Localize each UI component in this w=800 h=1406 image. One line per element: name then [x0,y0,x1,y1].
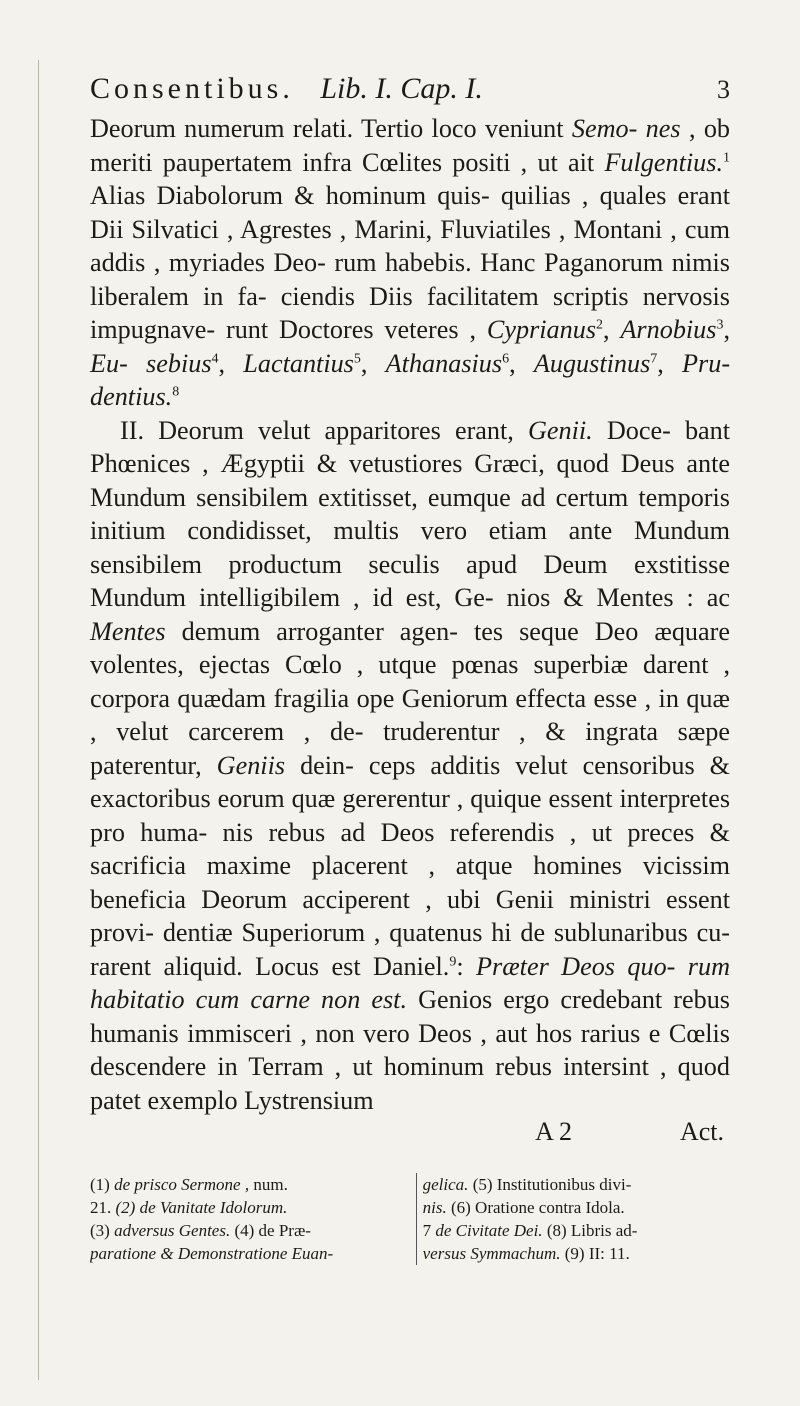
text-line: runt Doctores veteres , [225,315,477,344]
footnote-ref: 3 [716,317,724,333]
footnote-ref: 5 [353,350,361,366]
footnote-ref: 6 [502,350,510,366]
text-line: Deorum numerum relati. Tertio loco veniunt [90,114,564,143]
running-head [90,72,730,106]
footnote-line: 7 de Civitate Dei. (8) Libris ad- [422,1221,638,1240]
footnotes [90,1173,730,1265]
author-name: Cyprianus [486,315,597,344]
text-line: Deum exstitisse Mundum intelligibilem , id est, Ge- [90,549,730,612]
footnote-ref: 4 [211,350,219,366]
author-name: Augustinus [533,348,651,378]
quotation: rum habitatio cum carne non est. [90,951,730,1014]
catchword: Act. [679,1117,724,1146]
footnote-line: 21. (2) de Vanitate Idolorum. [90,1198,288,1217]
book-page [90,72,730,1392]
text-line: rarius e Cœlis descendere in Terram , ut hominum [90,1018,730,1081]
footnote-line: versus Symmachum. (9) II: 11. [422,1244,630,1263]
author-name: dentius. [90,382,173,411]
footnotes-right-column [417,1173,730,1265]
text-line: rarent aliquid. Locus est Daniel. [90,951,450,981]
footnote-ref: 8 [172,384,180,400]
page-number: 3 [717,75,730,104]
author-name: Pru- [682,348,731,378]
text-line: II. Deorum velut apparitores erant, [120,415,514,445]
text-line: ciendis Diis facilitatem scriptis nervosis impugnave- [90,281,730,344]
text-line: Genios ergo credebant [418,985,663,1014]
text-line: maxime placerent , atque homines vicissim beneficia [90,851,731,914]
footnote-ref: 1 [723,149,730,165]
catchword-line [90,1117,730,1147]
text-line: truderentur , & ingrata sæpe paterentur, [90,717,731,780]
footnote-ref: 9 [449,953,457,969]
author-name: Fulgentius. [604,147,723,177]
text-line: dentiæ Superiorum , quatenus hi de sublunaribus cu- [162,918,731,947]
text-line: rebus humanis immisceri , non vero Deos , aut hos [90,985,730,1048]
italic-term: nes [645,114,681,143]
text-line: demum arroganter agen- [181,616,458,646]
quotation: Præter Deos quo- [476,951,676,981]
footnote-line: gelica. (5) Institutionibus divi- [422,1175,632,1194]
text-line: nis rebus ad Deos referendis , ut preces & sacrificia [90,817,731,880]
text-line: ante Mundum sensibilem productum seculis apud [90,516,730,579]
paragraph-2: II. Deorum velut apparitores erant, Genii. Doce- bant Phœnices , Ægyptii & vetustiores Græci, quod Deus ante Mundum sensibilem extitisset, eumque ad certum temporis initium condidisset, multis vero etiam ante Mundum sensibilem productum seculis apud Deum exstitisse Mundum intelligibilem , id est, Ge- nios & Mentes : ac Mentes demum arroganter agen- tes seque Deo æquare volentes, ejectas Cœlo , utque pœnas superbiæ darent , corpora quædam fragilia ope Geniorum effecta esse , in quæ , velut carcerem , de- truderentur , & ingrata sæpe paterentur, Geniis dein- ceps additis velut censoribus & exactoribus eorum quæ gererentur , quique essent interpretes pro huma- nis rebus ad Deos referendis , ut preces & sacrificia maxime placerent , atque homines vicissim beneficia Deorum acciperent , ubi Genii ministri essent provi- dentiæ Superiorum , quatenus hi de sublunaribus cu- rarent aliquid. Locus est Daniel.$^9$: Præter Deos quo- rum habitatio cum carne non est. Genios ergo credebant rebus humanis immisceri , non vero Deos , aut hos rarius e Cœlis descendere in Terram , ut hominum rebus intersint , quod patet exemplo Lystrensium [90,415,731,1115]
footnotes-left-column [90,1173,417,1265]
footnote-line: (3) adversus Gentes. (4) de Præ- [90,1221,311,1240]
text-line: certum temporis initium condidisset, multis vero etiam [90,482,730,545]
italic-term: Geniis [216,750,286,780]
text-line: Deus ante Mundum sensibilem extitisset, eumque ad [90,449,730,512]
author-name: sebius [146,348,212,378]
italic-term: Mentes [90,616,166,646]
running-head-chapter: Lib. I. Cap. I. [320,72,483,105]
author-name: Eu- [90,348,128,378]
gutter-shadow [38,60,39,1380]
text-line: bant Phœnices , Ægyptii & vetustiores Græci, quod [90,415,731,478]
signature-mark: A 2 [535,1117,572,1146]
paragraph-1: Deorum numerum relati. Tertio loco veniunt Semo- nes , ob meriti paupertatem infra Cœlites positi , ut ait Fulgentius.$^1$ Alias Diabolorum & hominum quis- quilias , quales erant Dii Silvatici , Agrestes , Marini, Fluviatiles , Montani , cum addis , myriades Deo- rum habebis. Hanc Paganorum nimis liberalem in fa- ciendis Diis facilitatem scriptis nervosis impugnave- runt Doctores veteres , Cyprianus$^2$, Arnobius$^3$, Eu- sebius$^4$, Lactantius$^5$, Athanasius$^6$, Augustinus$^7$, Pru- dentius.$^8$ [90,114,731,411]
text-line: Deorum acciperent , ubi Genii ministri essent provi- [90,884,731,947]
author-name: Arnobius [620,315,717,344]
text-line: ait [568,147,595,177]
footnote-ref: 2 [596,317,604,333]
text-line: , ob meriti paupertatem infra Cœlites positi , ut [90,114,731,177]
italic-term: Genii. [527,415,593,445]
text-line: quilias , quales erant Dii Silvatici , Agrestes , Marini, [90,181,731,244]
text-line: pœnas superbiæ darent , corpora quædam fragilia ope [90,650,731,713]
footnote-line: (1) de prisco Sermone , num. [90,1175,288,1194]
footnote-line: nis. (6) Oratione contra Idola. [422,1198,625,1217]
text-line: tes seque Deo æquare volentes, ejectas Cœlo , utque [90,616,730,679]
text-line: quæ gererentur , quique essent interpretes pro huma- [90,784,731,847]
text-line: Geniorum effecta esse , in quæ , velut carcerem , de- [90,683,730,746]
text-line: dein- [300,750,354,780]
footnote-ref: 7 [650,350,658,366]
running-head-title: Consentibus. [90,72,294,105]
text-line: Alias Diabolorum & hominum quis- [90,181,490,210]
text-line: rebus intersint , quod patet exemplo Lystrensium [90,1052,730,1115]
text-line: nios & Mentes : ac [506,583,731,612]
text-line: ceps additis velut censoribus & exactoribus eorum [90,750,731,813]
text-line: rum habebis. Hanc Paganorum nimis liberalem in fa- [90,248,730,311]
footnote-line: paratione & Demonstratione Euan- [90,1244,334,1263]
main-text [90,112,730,1117]
author-name: Athanasius [385,348,503,378]
text-line: Doce- [606,415,671,445]
text-line: Fluviatiles , Montani , cum addis , myriades Deo- [90,214,730,277]
author-name: Lactantius [243,348,354,378]
italic-term: Semo- [571,114,638,143]
